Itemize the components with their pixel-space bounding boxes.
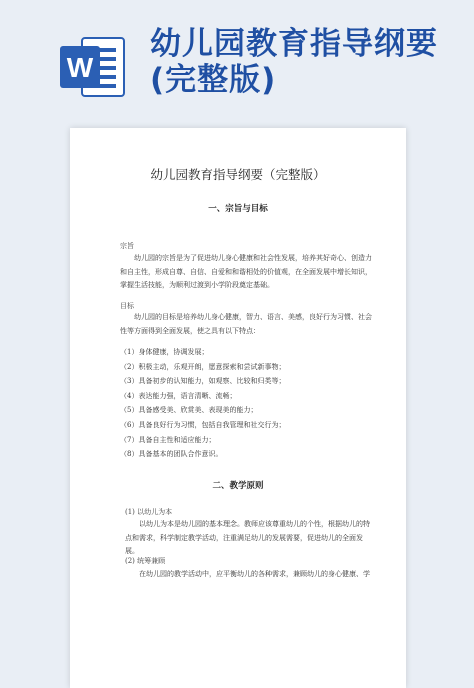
principle-2-label: (2) 统筹兼顾 <box>125 557 166 565</box>
document-page <box>70 128 406 688</box>
document-title: 幼儿园教育指导纲要（完整版） <box>150 167 326 182</box>
list-item: （4）表达能力强，语言清晰、流畅； <box>120 391 237 400</box>
word-document-icon <box>60 36 126 98</box>
list-item: （2）积极主动，乐观开朗，愿意探索和尝试新事物； <box>120 362 286 371</box>
list-item: （1）身体健康，协调发展； <box>120 348 209 356</box>
list-item: （8）具备基本的团队合作意识。 <box>120 450 223 459</box>
list-item: （7）具备自主性和适应能力； <box>120 435 216 444</box>
goal-paragraph: 幼儿园的目标是培养幼儿身心健康，智力、语言、美感，良好行为习惯、社会性等方面得到全面发展，使之具有以下特点： <box>120 313 372 335</box>
list-item: （6）具备良好行为习惯，包括自我管理和社交行为； <box>120 420 286 429</box>
purpose-paragraph: 幼儿园的宗旨是为了促进幼儿身心健康和社会性发展，培养其好奇心、创造力和自主性，形成自尊、自信、自爱和和谐相处的价值观，在全面发展中增长知识，掌握生活技能，为顺利过渡到小学阶段奠定基础。 <box>120 254 372 289</box>
principle-1-label: (1) 以幼儿为本 <box>125 508 173 516</box>
list-item: （3）具备初步的认知能力，如观察、比较和归类等； <box>120 377 286 386</box>
principle-2-paragraph: 在幼儿园的教学活动中，应平衡幼儿的各种需求，兼顾幼儿的身心健康、学 <box>139 570 370 578</box>
goal-label: 目标 <box>120 302 134 310</box>
goal-list <box>120 345 285 462</box>
purpose-label: 宗旨 <box>120 242 134 250</box>
section-heading-1: 一、宗旨与目标 <box>208 204 268 214</box>
principle-1-paragraph: 以幼儿为本是幼儿园的基本理念。教师应该尊重幼儿的个性，根据幼儿的特点和需求，科学制定教学活动，注重满足幼儿的发展需要，促进幼儿的全面发展。 <box>125 520 370 555</box>
banner <box>0 0 474 122</box>
logo-letter: W <box>66 52 94 83</box>
section-heading-2: 二、教学原则 <box>212 481 264 491</box>
banner-title: 幼儿园教育指导纲要(完整版) <box>150 26 438 98</box>
list-item: （5）具备感受美、欣赏美、表现美的能力； <box>120 406 258 415</box>
